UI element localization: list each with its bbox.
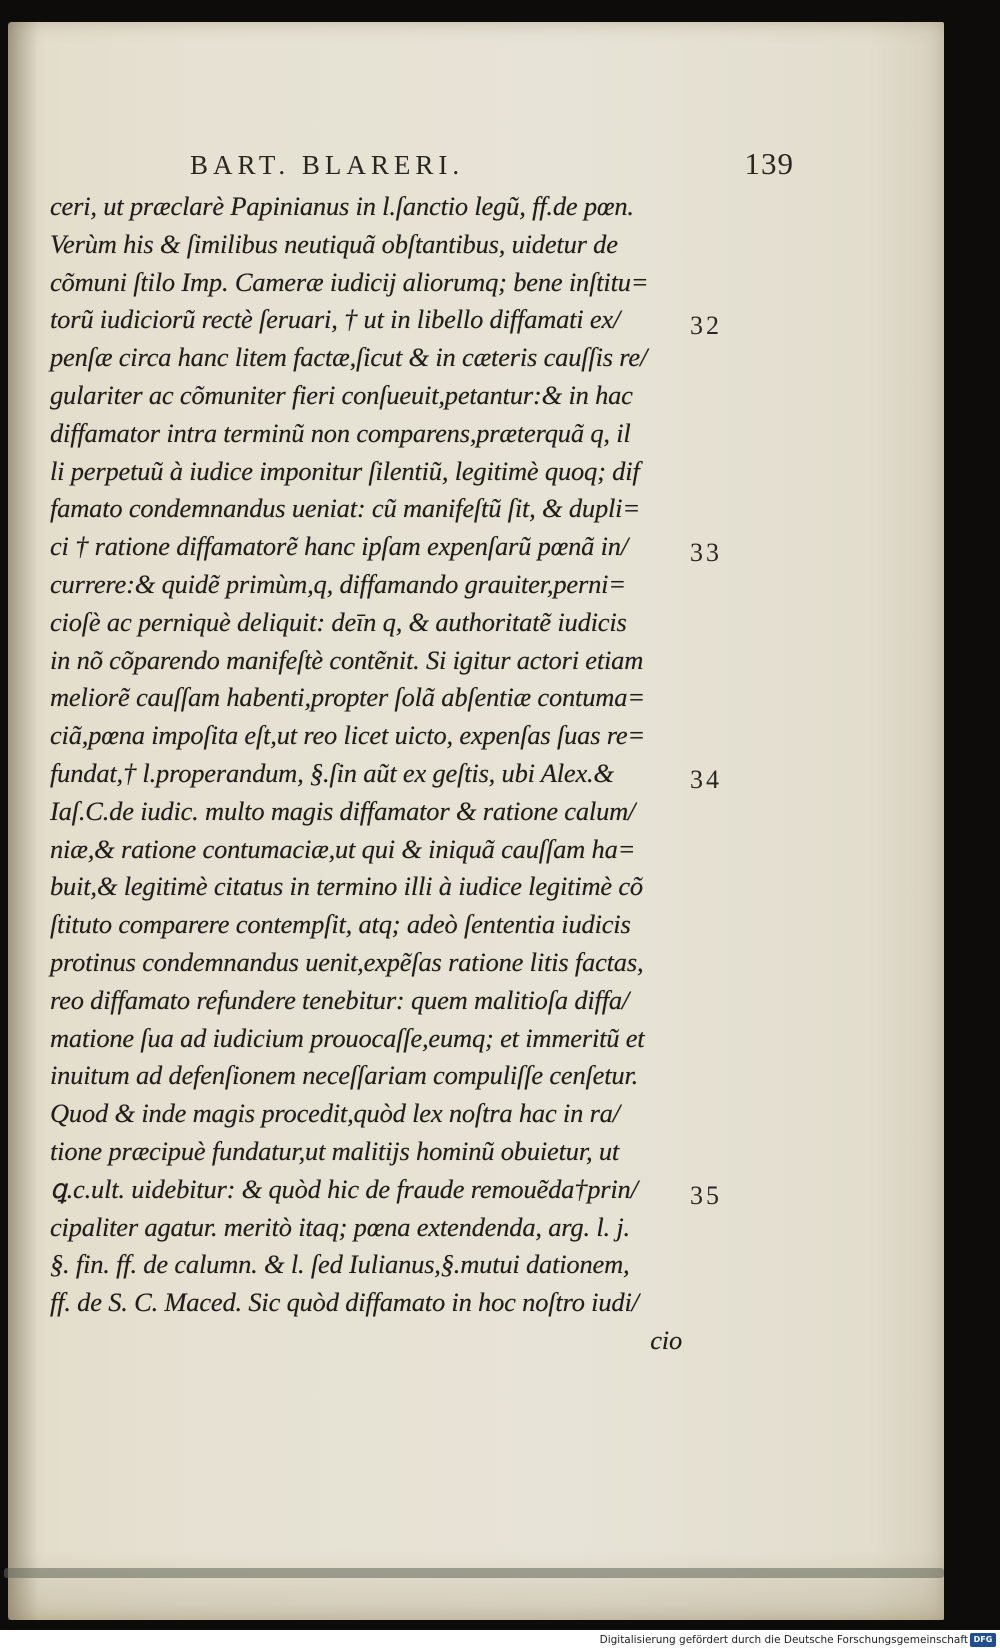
text-line: penſæ circa hanc litem factæ,ſicut & in cæteris cauſſis re/ (50, 342, 648, 373)
text-line: li perpetuũ à iudice imponitur ſilentiũ, legitimè quoq; dif (50, 455, 640, 486)
text-line: matione ſua ad iudicium prouocaſſe,eumq; et immeritũ et (50, 1022, 645, 1053)
funding-credit: Digitalisierung gefördert durch die Deutsche Forschungsgemeinschaft (599, 1634, 968, 1646)
catchword: cio (650, 1324, 682, 1355)
body-text (50, 188, 690, 1360)
text-line: niæ,& ratione contumaciæ,ut qui & iniquã cauſſam ha= (50, 833, 636, 864)
text-line: in nõ cõparendo manifeſtè contẽnit. Si igitur actori etiam (50, 644, 644, 675)
page-bottom-edge (8, 1550, 944, 1620)
text-line: ceri, ut præclarè Papinianus in l.ſanctio legũ, ff.de pœn. (50, 191, 634, 221)
text-line: gulariter ac cõmuniter fieri conſueuit,petantur:& in hac (50, 379, 633, 410)
margin-number: 34 (690, 765, 722, 794)
text-line: inuitum ad defenſionem neceſſariam compuliſſe cenſetur. (50, 1060, 639, 1091)
text-line: Verùm his & ſimilibus neutiquã obſtantibus, uidetur de (50, 228, 618, 259)
text-line: meliorẽ cauſſam habenti,propter ſolã abſentiæ contuma= (50, 682, 645, 713)
text-line: torũ iudiciorũ rectè ſeruari, † ut in libello diffamati ex/ (50, 304, 621, 335)
page-number: 139 (744, 146, 794, 181)
text-line: tione præcipuè fundatur,ut malitijs hominũ obuietur, ut (50, 1135, 620, 1166)
running-head-title: BART. BLARERI. (190, 150, 465, 180)
spine-shadow (8, 22, 38, 1620)
text-line: §. fin. ff. de calumn. & l. ſed Iulianus,§.mutui dationem, (50, 1249, 630, 1280)
text-line: diffamator intra terminũ non comparens,præterquã q, il (50, 417, 631, 448)
margin-number: 35 (690, 1181, 722, 1210)
page-edge-stain (4, 1568, 944, 1578)
text-line: buit,& legitimè citatus in termino illi à iudice legitimè cõ (50, 871, 643, 902)
running-head (190, 146, 794, 182)
margin-number: 33 (690, 538, 722, 567)
text-line: cipaliter agatur. meritò itaq; pœna extendenda, arg. l. j. (50, 1211, 630, 1242)
text-line: currere:& quidẽ primùm,q, diffamando grauiter,perni= (50, 568, 626, 599)
dfg-logo: DFG (970, 1633, 996, 1647)
text-line: reo diffamato refundere tenebitur: quem malitioſa diffa/ (50, 984, 630, 1015)
margin-number: 32 (690, 311, 722, 340)
text-line: ciã,pœna impoſita eſt,ut reo licet uicto, expenſas ſuas re= (50, 720, 646, 751)
text-line: Quod & inde magis procedit,quòd lex noſtra hac in ra/ (50, 1098, 620, 1129)
text-line: ſtituto comparere contempſit, atq; adeò ſententia iudicis (50, 909, 631, 940)
text-line: cõmuni ſtilo Imp. Cameræ iudicij aliorumq; bene inſtitu= (50, 266, 649, 297)
text-line: Iaſ.C.de iudic. multo magis diffamator & ratione calum/ (50, 795, 636, 826)
text-line: ꝗ.c.ult. uidebitur: & quòd hic de fraude remouẽda†prin/ (50, 1173, 638, 1204)
text-line: cioſè ac perniquè deliquit: deīn q, & authoritatẽ iudicis (50, 606, 627, 637)
text-line: ff. de S. C. Maced. Sic quòd diffamato in hoc noſtro iudi/ (50, 1287, 639, 1318)
text-line: ci † ratione diffamatorẽ hanc ipſam expenſarũ pœnã in/ (50, 531, 629, 562)
text-line: protinus condemnandus uenit,expẽſas ratione litis factas, (50, 946, 644, 977)
text-line: fundat,† l.properandum, §.ſin aũt ex geſtis, ubi Alex.& (50, 757, 614, 788)
text-line: famato condemnandus ueniat: cũ manifeſtũ ſit, & dupli= (50, 493, 641, 524)
